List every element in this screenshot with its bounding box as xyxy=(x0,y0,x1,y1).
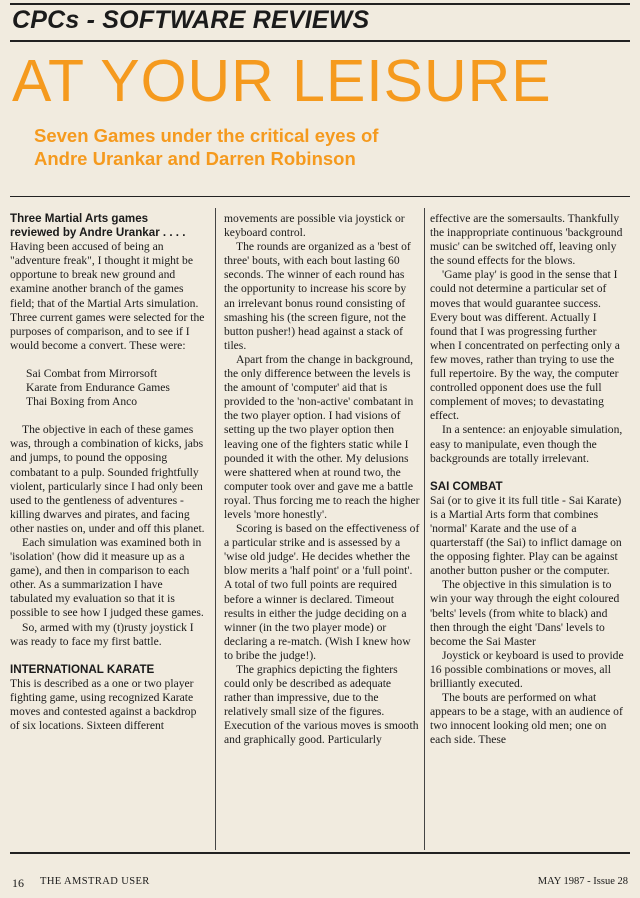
article-column-3 xyxy=(430,212,624,747)
article-column-2 xyxy=(224,212,420,748)
games-list-item: Karate from Endurance Games xyxy=(26,381,170,395)
article-column-1 xyxy=(10,212,206,733)
standfirst xyxy=(34,124,594,170)
section-heading-international-karate: INTERNATIONAL KARATE xyxy=(10,662,155,676)
games-list xyxy=(26,367,206,409)
paragraph: The objective in this simulation is to win your way through the eight coloured 'belts' levels (from white to black) and then through the eight 'Dans' levels to become the Sai Master xyxy=(430,578,620,648)
paragraph: Scoring is based on the effectiveness of a particular strike and is assessed by a 'wise old judge'. He decides whether the blow merits a 'half point' or a 'full point'. A total of two full points are required before a winner is declared. Timeout results in either the judge deciding on a winner (in the two player mode) or declaring a re-match. (Wish I knew how to bribe the judge!). xyxy=(224,522,420,662)
review-heading-line-1: Three Martial Arts games xyxy=(10,212,149,225)
column-divider-1 xyxy=(215,208,216,850)
paragraph: So, armed with my (t)rusty joystick I was ready to face my first battle. xyxy=(10,620,194,648)
column-divider-2 xyxy=(424,208,425,850)
paragraph: The rounds are organized as a 'best of three' bouts, with each bout lasting 60 seconds. The winner of each round has the opportunity to increase his score by an irrelevant bonus round consisting of smashing his (the screen figure, not the button pusher!) head against a stack of tiles. xyxy=(224,240,411,352)
paragraph: 'Game play' is good in the sense that I could not determine a particular set of moves that would guarantee success. Every bout was different. Actually I found that I was progressing further when I concentrated on perfecting only a few moves, rather than trying to use the full repertoire. By the way, the computer controlled opponent does use the full complement of moves; to devastating effect. xyxy=(430,268,620,423)
games-list-item: Sai Combat from Mirrorsoft xyxy=(26,366,158,380)
paragraph: Each simulation was examined both in 'isolation' (how did it measure up as a game), and then in comparison to each other. As a summarization I have tabulated my evaluation so that it is possible to see how I judged these games. xyxy=(10,535,204,620)
paragraph: Sai (or to give it its full title - Sai Karate) is a Martial Arts form that combines 'normal' Karate and the use of a quarterstaff (the Sai) to inflict damage on the opposing fighter. Play can be against another button pusher or the computer. xyxy=(430,493,622,578)
paragraph: In a sentence: an enjoyable simulation, easy to manipulate, even though the backgrounds are totally irrelevant. xyxy=(430,423,623,465)
paragraph: The objective in each of these games was, through a combination of kicks, jabs and jumps, to pound the opposing combatant to a pulp. Sounded frightfully violent, particularly since I had only been used to the gentleness of adventures - killing dwarves and pirates, and facing other nasties on, under and off this planet. xyxy=(10,423,205,535)
body-top-rule xyxy=(10,196,630,197)
games-list-item: Thai Boxing from Anco xyxy=(26,395,138,409)
paragraph: The bouts are performed on what appears to be a stage, with an audience of two innocent looking old men; one on each side. These xyxy=(430,691,623,747)
section-kicker: CPCs - SOFTWARE REVIEWS xyxy=(12,6,370,34)
paragraph: Having been accused of being an "adventure freak", I thought it might be opportune to break new ground and examine another branch of the games field; that of the Martial Arts simulation. Three current games were selected for the purposes of comparison, and to see if I would become a convert. These were: xyxy=(10,240,205,352)
magazine-name: THE AMSTRAD USER xyxy=(40,876,150,887)
paragraph: Joystick or keyboard is used to provide 16 possible combinations or moves, all brilliantly executed. xyxy=(430,648,624,690)
standfirst-line-2: Andre Urankar and Darren Robinson xyxy=(34,148,356,169)
paragraph: The graphics depicting the fighters could only be described as adequate rather than impressive, due to the relatively small size of the figures. Execution of the various moves is smooth and graphically good. Particularly xyxy=(224,663,419,747)
top-rule xyxy=(10,3,630,5)
issue-label: MAY 1987 - Issue 28 xyxy=(537,876,628,887)
review-heading-line-2: reviewed by Andre Urankar . . . . xyxy=(10,226,186,240)
paragraph: Apart from the change in background, the only difference between the levels is the amount of 'computer' aid that is provided to the 'non-active' combatant in the two player option. I had visions of setting up the two player option then leaving one of the fighters static while I pounded it with the other. My delusions were shattered when at round two, the computer took over and gave me a battle royal. Thus forcing me to reach the higher levels 'more honestly'. xyxy=(224,352,420,521)
kicker-rule xyxy=(10,40,630,42)
page-number: 16 xyxy=(12,876,24,890)
section-heading-sai-combat: SAI COMBAT xyxy=(430,479,503,493)
paragraph: effective are the somersaults. Thankfully the inappropriate continuous 'background music' can be switched off, leaving only the sound effects for the blows. xyxy=(430,212,623,268)
footer-rule xyxy=(10,852,630,854)
paragraph: This is described as a one or two player fighting game, using recognized Karate moves and contested against a backdrop of six locations. Sixteen different xyxy=(10,676,197,733)
standfirst-line-1: Seven Games under the critical eyes of xyxy=(34,125,379,146)
page-title: AT YOUR LEISURE xyxy=(12,48,552,114)
paragraph: movements are possible via joystick or keyboard control. xyxy=(224,212,405,240)
